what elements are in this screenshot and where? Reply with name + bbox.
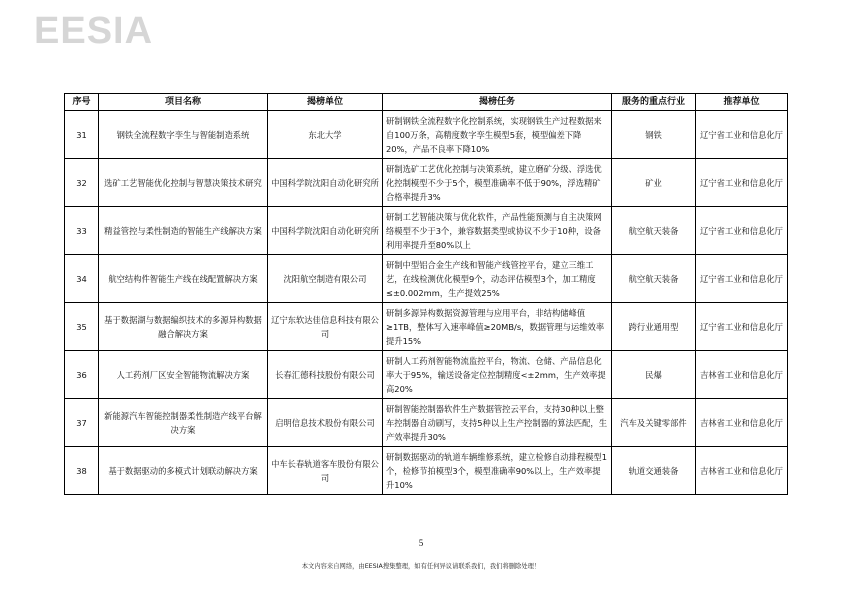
cell-unit: 长春汇德科技股份有限公司: [268, 351, 383, 399]
cell-industry: 钢铁: [612, 111, 696, 159]
header-task: 揭榜任务: [383, 94, 612, 111]
cell-project-name: 基于数据驱动的多模式计划联动解决方案: [99, 447, 268, 495]
header-seq: 序号: [65, 94, 99, 111]
cell-recommender: 辽宁省工业和信息化厅: [696, 303, 788, 351]
cell-recommender: 辽宁省工业和信息化厅: [696, 255, 788, 303]
project-table: [64, 93, 788, 495]
header-project-name: 项目名称: [99, 94, 268, 111]
table-row: [65, 303, 788, 351]
eesia-logo: EESIA: [34, 10, 154, 52]
cell-project-name: 航空结构件智能生产线在线配置解决方案: [99, 255, 268, 303]
cell-industry: 航空航天装备: [612, 255, 696, 303]
cell-seq: 33: [65, 207, 99, 255]
cell-seq: 31: [65, 111, 99, 159]
table-row: [65, 159, 788, 207]
cell-industry: 航空航天装备: [612, 207, 696, 255]
cell-task: 研制工艺智能决策与优化软件，产品性能预测与自主决策网络模型不少于3个，兼容数据类型或协议不少于10种，设备利用率提升至80%以上: [383, 207, 612, 255]
cell-industry: 轨道交通装备: [612, 447, 696, 495]
cell-unit: 中车长春轨道客车股份有限公司: [268, 447, 383, 495]
cell-task: 研制选矿工艺优化控制与决策系统，建立磨矿分级、浮选优化控制模型不少于5个，模型准确率不低于90%，浮选精矿合格率提升3%: [383, 159, 612, 207]
header-industry: 服务的重点行业: [612, 94, 696, 111]
cell-recommender: 吉林省工业和信息化厅: [696, 399, 788, 447]
page-number: 5: [418, 538, 424, 548]
cell-project-name: 人工药剂厂区安全智能物流解决方案: [99, 351, 268, 399]
cell-seq: 32: [65, 159, 99, 207]
cell-unit: 东北大学: [268, 111, 383, 159]
table-row: [65, 255, 788, 303]
cell-industry: 民爆: [612, 351, 696, 399]
header-recommender: 推荐单位: [696, 94, 788, 111]
cell-recommender: 辽宁省工业和信息化厅: [696, 159, 788, 207]
cell-task: 研制中型铝合金生产线和智能产线管控平台，建立三维工艺，在线检测优化模型9个，动态评估模型3个，加工精度≤±0.002mm，生产提效25%: [383, 255, 612, 303]
cell-project-name: 基于数据湖与数据编织技术的多源异构数据融合解决方案: [99, 303, 268, 351]
cell-recommender: 吉林省工业和信息化厅: [696, 447, 788, 495]
cell-industry: 汽车及关键零部件: [612, 399, 696, 447]
cell-seq: 34: [65, 255, 99, 303]
table-row: [65, 351, 788, 399]
cell-unit: 中国科学院沈阳自动化研究所: [268, 207, 383, 255]
header-unit: 揭榜单位: [268, 94, 383, 111]
cell-unit: 沈阳航空制造有限公司: [268, 255, 383, 303]
cell-project-name: 钢铁全流程数字孪生与智能制造系统: [99, 111, 268, 159]
cell-seq: 36: [65, 351, 99, 399]
table-header-row: [65, 94, 788, 111]
cell-task: 研制智能控制器软件生产数据管控云平台，支持30种以上整车控制器自动刷写，支持5种以上生产控制器的算法匹配，生产效率提升30%: [383, 399, 612, 447]
cell-recommender: 辽宁省工业和信息化厅: [696, 111, 788, 159]
table-row: [65, 207, 788, 255]
cell-unit: 中国科学院沈阳自动化研究所: [268, 159, 383, 207]
cell-industry: 跨行业通用型: [612, 303, 696, 351]
cell-project-name: 精益管控与柔性制造的智能生产线解决方案: [99, 207, 268, 255]
cell-recommender: 吉林省工业和信息化厅: [696, 351, 788, 399]
cell-seq: 37: [65, 399, 99, 447]
table-row: [65, 447, 788, 495]
cell-task: 研制多源异构数据资源管理与应用平台，非结构储峰值≥1TB，整体写入速率峰值≥20MB/s，数据管理与运维效率提升15%: [383, 303, 612, 351]
cell-seq: 38: [65, 447, 99, 495]
cell-project-name: 新能源汽车智能控制器柔性制造产线平台解决方案: [99, 399, 268, 447]
footer-note: 本文内容来自网络，由EESIA搜集整理，如有任何异议请联系我们，我们将删除处理！: [301, 563, 541, 570]
cell-project-name: 选矿工艺智能优化控制与智慧决策技术研究: [99, 159, 268, 207]
cell-task: 研制数据驱动的轨道车辆维修系统，建立检修自动排程模型1个，检修节拍模型3个，模型准确率90%以上，生产效率提升10%: [383, 447, 612, 495]
cell-seq: 35: [65, 303, 99, 351]
cell-unit: 辽宁东软达佳信息科技有限公司: [268, 303, 383, 351]
table-row: [65, 111, 788, 159]
cell-task: 研制钢铁全流程数字化控制系统，实现钢铁生产过程数据来自100万条，高精度数字孪生模型5套，模型偏差下降20%，产品不良率下降10%: [383, 111, 612, 159]
cell-industry: 矿业: [612, 159, 696, 207]
table-row: [65, 399, 788, 447]
cell-unit: 启明信息技术股份有限公司: [268, 399, 383, 447]
cell-recommender: 辽宁省工业和信息化厅: [696, 207, 788, 255]
cell-task: 研制人工药剂智能物流监控平台，物流、仓储、产品信息化率大于95%，输送设备定位控制精度<±2mm，生产效率提高20%: [383, 351, 612, 399]
